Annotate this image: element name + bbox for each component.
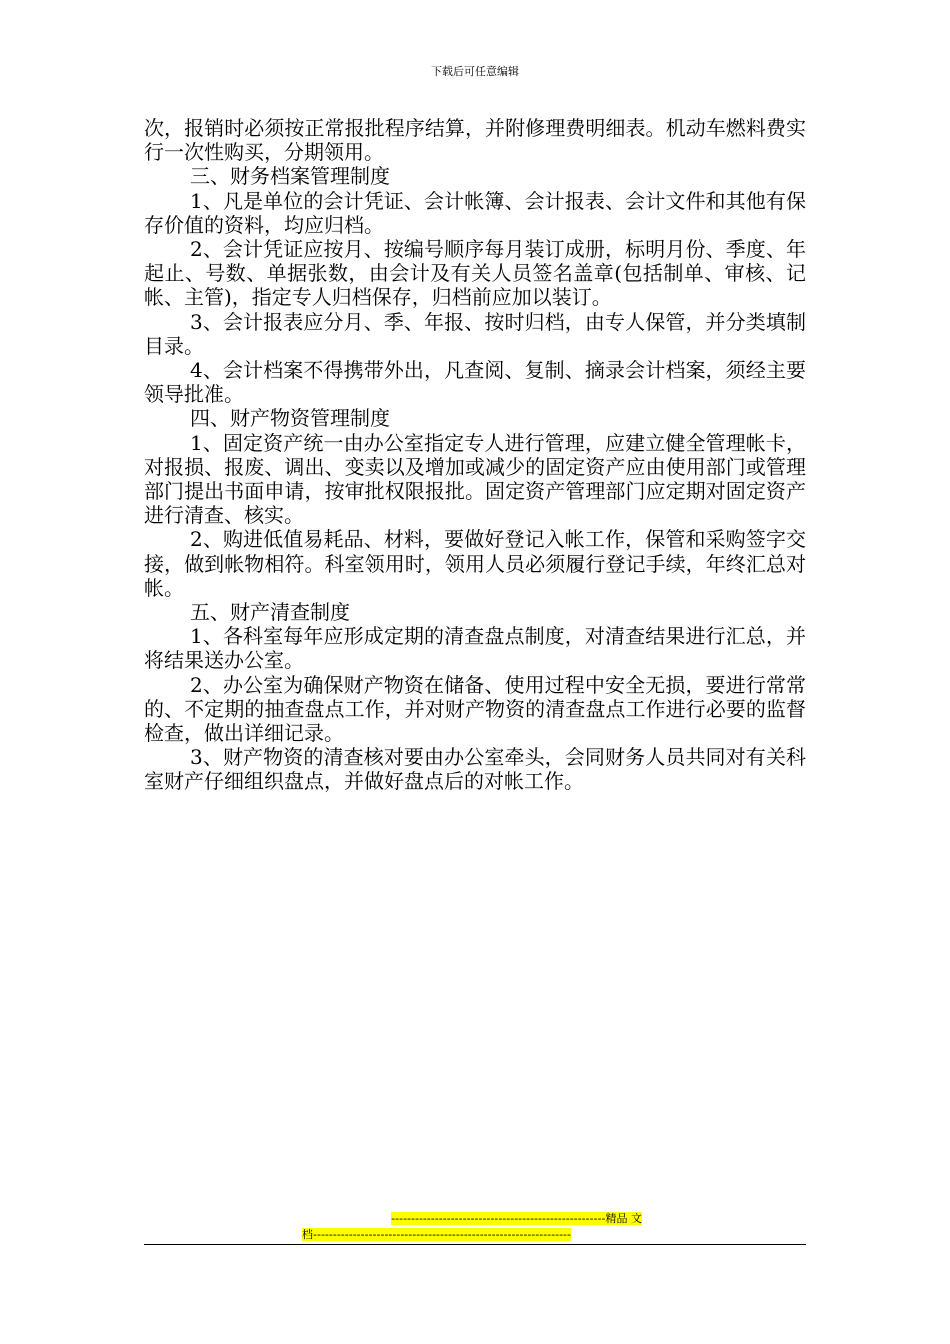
page-header: 下载后可任意编辑	[431, 65, 519, 78]
paragraph: 3、会计报表应分月、季、年报、按时归档，由专人保管，并分类填制目录。	[144, 309, 806, 358]
paragraph-continuation: 次，报销时必须按正常报批程序结算，并附修理费明细表。机动车燃料费实行一次性购买，分期领用。	[144, 116, 806, 165]
paragraph: 1、各科室每年应形成定期的清查盘点制度，对清查结果进行汇总，并将结果送办公室。	[144, 624, 806, 673]
paragraph: 2、办公室为确保财产物资在储备、使用过程中安全无损，要进行常常的、不定期的抽查盘点工作，并对财产物资的清查盘点工作进行必要的监督检查，做出详细记录。	[144, 672, 806, 746]
section-heading-archives: 三、财务档案管理制度	[190, 164, 390, 189]
footer-dashes: ------------------------------------------------------	[391, 1212, 606, 1225]
footer-label: 精品 文	[605, 1212, 642, 1225]
paragraph: 2、会计凭证应按月、按编号顺序每月装订成册，标明月份、季度、年起止、号数、单据张数，由会计及有关人员签名盖章(包括制单、审核、记帐、主管)，指定专人归档保存，归档前应加以装订。	[144, 237, 806, 310]
paragraph: 1、凡是单位的会计凭证、会计帐簿、会计报表、会计文件和其他有保存价值的资料，均应归档。	[144, 188, 806, 237]
footer-line-2	[302, 1227, 648, 1242]
document-body	[144, 116, 806, 794]
footer-line-1	[302, 1211, 648, 1226]
section-heading-inventory: 五、财产清查制度	[190, 600, 350, 625]
footer-rule	[144, 1244, 806, 1245]
section-heading-assets: 四、财产物资管理制度	[190, 406, 390, 431]
paragraph: 1、固定资产统一由办公室指定专人进行管理，应建立健全管理帐卡，对报损、报废、调出、变卖以及增加或减少的固定资产应由使用部门或管理部门提出书面申请，按审批权限报批。固定资产管理部门应定期对固定资产进行清查、核实。	[144, 430, 806, 528]
paragraph: 4、会计档案不得携带外出，凡查阅、复制、摘录会计档案，须经主要领导批准。	[144, 358, 806, 407]
footer-dashes: -----------------------------------------------------------------	[313, 1228, 572, 1241]
footer-label: 档	[302, 1228, 313, 1241]
paragraph: 3、财产物资的清查核对要由办公室牵头，会同财务人员共同对有关科室财产仔细组织盘点，并做好盘点后的对帐工作。	[144, 745, 806, 794]
paragraph: 2、购进低值易耗品、材料，要做好登记入帐工作，保管和采购签字交接，做到帐物相符。科室领用时，领用人员必须履行登记手续，年终汇总对帐。	[144, 527, 806, 600]
